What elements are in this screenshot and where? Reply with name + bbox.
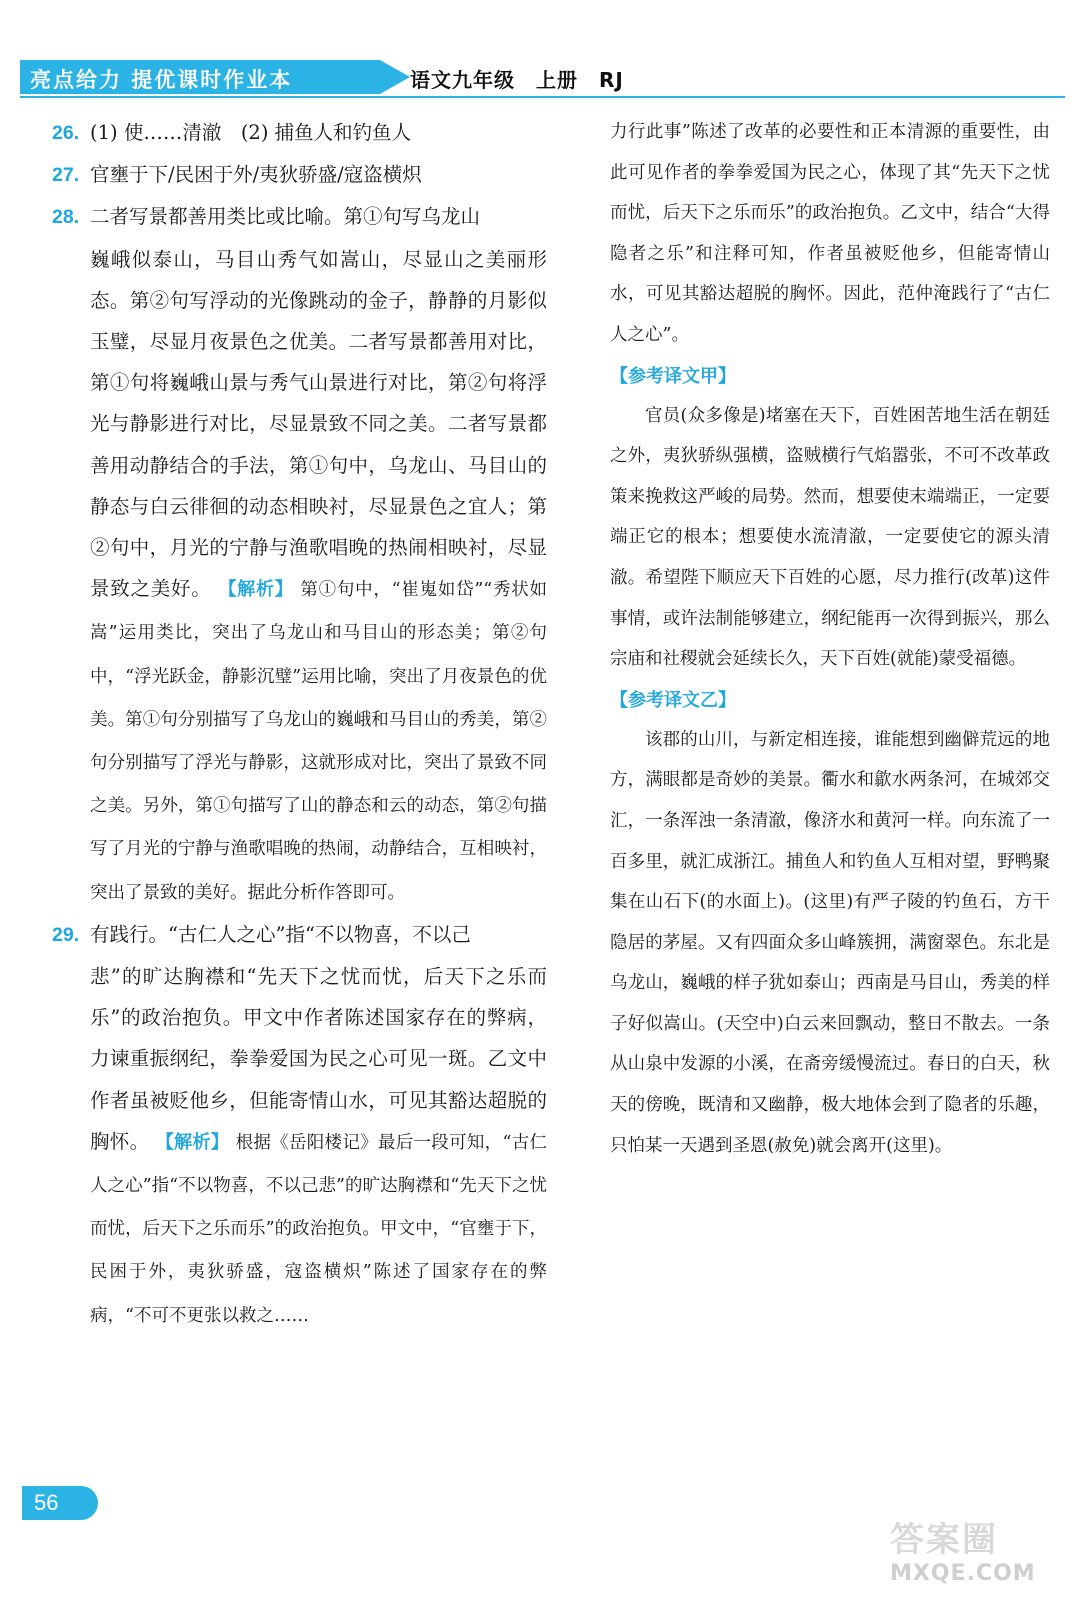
answer-29-body <box>52 956 547 1337</box>
analysis-continuation: 力行此事”陈述了改革的必要性和正本清源的重要性，由此可见作者的拳拳爱国为民之心，体现了其“先天下之忧而忧，后天下之乐而乐”的政治抱负。乙文中，结合“大得隐者之乐”和注释可知，作者虽被贬他乡，但能寄情山水，可见其豁达超脱的胸怀。因此，范仲淹践行了“古仁人之心”。 <box>610 122 1050 345</box>
reference-translation-a-title: 【参考译文甲】 <box>610 365 736 387</box>
reference-translation-b: 该郡的山川，与新定相连接，谁能想到幽僻荒远的地方，满眼都是奇妙的美景。衢水和歙水两条河，在城郊交汇，一条浑浊一条清澈，像济水和黄河一样。向东流了一百多里，就汇成浙江。捕鱼人和钓鱼人互相对望，野鸭聚集在山石下(的水面上)。(这里)有严子陵的钓鱼石，方干隐居的茅屋。又有四面众多山峰簇拥，满窗翠色。东北是乌龙山，巍峨的样子犹如泰山；西南是马目山，秀美的样子好似嵩山。(天空中)白云来回飘动，整日不散去。一条从山泉中发源的小溪，在斋旁缓慢流过。春日的白天，秋天的傍晚，既清和又幽静，极大地体会到了隐者的乐趣，只怕某一天遇到圣恩(赦免)就会离开(这里)。 <box>610 729 1050 1156</box>
question-number: 26. <box>52 122 80 144</box>
answer-27 <box>52 154 547 196</box>
page-header <box>0 52 1085 102</box>
reference-translation-b-title: 【参考译文乙】 <box>610 689 736 711</box>
answer-29 <box>52 914 547 956</box>
left-column <box>52 112 547 1337</box>
answer-text: 悲”的旷达胸襟和“先天下之忧而忧，后天下之乐而乐”的政治抱负。甲文中作者陈述国家存在的弊病，力谏重振纲纪，拳拳爱国为民之心可见一斑。乙文中作者虽被贬他乡，但能寄情山水，可见其豁达超脱的胸怀。 <box>90 965 547 1153</box>
answer-26 <box>52 112 547 154</box>
header-divider <box>20 96 1065 98</box>
watermark-url: MXQE.COM <box>890 1561 1036 1586</box>
subject-label: 语文九年级 上册 RJ <box>410 68 624 92</box>
question-number: 28. <box>52 206 80 229</box>
answer-text: 官壅于下/民困于外/夷狄骄盛/寇盗横炽 <box>90 163 422 187</box>
series-title: 亮点给力 提优课时作业本 <box>30 68 293 92</box>
question-number: 29. <box>52 923 80 946</box>
answer-text-first: 有践行。“古仁人之心”指“不以物喜，不以己 <box>90 922 471 946</box>
answer-28-body <box>52 239 547 914</box>
reference-translation-a: 官员(众多像是)堵塞在天下，百姓困苦地生活在朝廷之外，夷狄骄纵强横，盗贼横行气焰嚣张，不可不改革政策来挽救这严峻的局势。然而，想要使末端端正，一定要端正它的根本；想要使水流清澈，一定要使它的源头清澈。希望陛下顺应天下百姓的心愿，尽力推行(改革)这件事情，或许法制能够建立，纲纪能再一次得到振兴，那么宗庙和社稷就会延续长久，天下百姓(就能)蒙受福德。 <box>610 405 1050 670</box>
analysis-text: 根据《岳阳楼记》最后一段可知，“古仁人之心”指“不以物喜，不以己悲”的旷达胸襟和“先天下之忧而忧，后天下之乐而乐”的政治抱负。甲文中，“官壅于下，民困于外，夷狄骄盛，寇盗横炽”陈述了国家存在的弊病，“不可不更张以救之…… <box>90 1132 548 1326</box>
answer-text: (1) 使……清澈 (2) 捕鱼人和钓鱼人 <box>90 121 412 144</box>
question-number: 27. <box>52 164 80 187</box>
page-number: 56 <box>22 1486 98 1520</box>
watermark-text: 答案圈 <box>890 1520 998 1560</box>
right-column <box>610 112 1050 1166</box>
analysis-text: 第①句中，“崔嵬如岱”“秀状如嵩”运用类比，突出了乌龙山和马目山的形态美；第②句中，“浮光跃金，静影沉璧”运用比喻，突出了月夜景色的优美。第①句分别描写了乌龙山的巍峨和马目山的秀美，第②句分别描写了浮光与静影，这就形成对比，突出了景致不同之美。另外，第①句描写了山的静态和云的动态，第②句描写了月光的宁静与渔歌唱晚的热闹，动静结合，互相映衬，突出了景致的美好。据此分析作答即可。 <box>90 580 547 903</box>
watermark-logo <box>890 1512 1060 1592</box>
answer-text-first: 二者写景都善用类比或比喻。第①句写乌龙山 <box>90 205 481 229</box>
analysis-tag: 【解析】 <box>155 1131 230 1153</box>
analysis-tag: 【解析】 <box>218 579 294 601</box>
answer-28 <box>52 196 547 238</box>
answer-text: 巍峨似泰山，马目山秀气如嵩山，尽显山之美丽形态。第②句写浮动的光像跳动的金子，静静的月影似玉璧，尽显月夜景色之优美。二者写景都善用对比，第①句将巍峨山景与秀气山景进行对比，第②句将浮光与静影进行对比，尽显景致不同之美。二者写景都善用动静结合的手法，第①句中，乌龙山、马目山的静态与白云徘徊的动态相映衬，尽显景色之宜人；第②句中，月光的宁静与渔歌唱晚的热闹相映衬，尽显景致之美好。 <box>90 247 547 601</box>
